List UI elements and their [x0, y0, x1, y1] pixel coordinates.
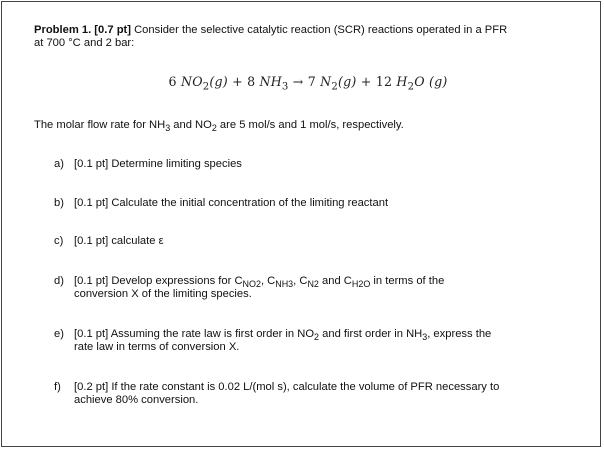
question-letter: c)	[54, 235, 64, 247]
phase-4: (g)	[428, 74, 448, 89]
species-h2o-o: O	[414, 74, 425, 89]
question-points: [0.1 pt]	[74, 197, 109, 209]
phase-1: (g)	[209, 74, 228, 89]
flow-sub-1: 3	[165, 123, 171, 134]
species-nh3: NH	[259, 74, 282, 89]
question-f	[34, 381, 582, 407]
question-text: , C	[293, 275, 308, 287]
question-text: calculate ε	[111, 235, 164, 247]
question-text-line2: rate law in terms of conversion X.	[74, 341, 240, 353]
coef-4: 12	[375, 74, 393, 89]
question-points: [0.1 pt]	[74, 275, 109, 287]
subscript-nh3: NH3	[275, 279, 294, 290]
flow-sub-2: 2	[211, 123, 217, 134]
question-e	[34, 328, 582, 354]
species-no2-sub: 2	[202, 81, 210, 93]
question-text-line2: conversion X of the limiting species.	[74, 288, 252, 300]
problem-conditions: at 700 °C and 2 bar:	[34, 37, 135, 49]
problem-intro: Consider the selective catalytic reaction (SCR) reactions operated in a PFR	[134, 24, 508, 36]
species-n2-sub: 2	[331, 81, 339, 93]
question-list	[34, 158, 582, 407]
question-d	[34, 275, 582, 301]
question-text: , C	[260, 275, 276, 287]
question-points: [0.1 pt]	[74, 235, 109, 247]
species-no2: NO	[180, 74, 203, 89]
question-c	[34, 235, 582, 248]
question-letter: a)	[54, 158, 64, 170]
question-letter: d)	[54, 275, 64, 287]
question-letter: f)	[54, 381, 61, 393]
subscript-3: 3	[422, 332, 428, 343]
question-points: [0.1 pt]	[74, 158, 109, 170]
flow-mid: and NO	[170, 119, 212, 131]
question-text: , express the	[427, 328, 492, 340]
flow-rate-statement	[34, 119, 582, 132]
question-text: Assuming the rate law is first order in NO	[110, 328, 315, 340]
flow-pre: The molar flow rate for NH	[34, 119, 166, 131]
question-text-line2: achieve 80% conversion.	[74, 394, 199, 406]
question-b	[34, 197, 582, 210]
species-nh3-sub: 3	[281, 81, 289, 93]
coef-1: 6	[168, 74, 177, 89]
question-letter: b)	[54, 197, 64, 209]
question-text: in terms of the	[370, 275, 445, 287]
question-text: and first order in NH	[319, 328, 423, 340]
question-letter: e)	[54, 328, 64, 340]
question-points: [0.1 pt]	[74, 328, 109, 340]
subscript-n2: N2	[307, 279, 319, 290]
document-frame	[1, 1, 601, 447]
subscript-h2o: H2O	[351, 279, 371, 290]
coef-3: 7	[307, 74, 316, 89]
species-h2o-sub: 2	[407, 81, 415, 93]
question-text: Determine limiting species	[111, 158, 242, 170]
species-n2: N	[320, 74, 332, 89]
phase-3: (g)	[338, 74, 357, 89]
question-a	[34, 158, 582, 171]
species-h2o-h: H	[396, 74, 408, 89]
subscript-no2: NO2	[242, 279, 261, 290]
plus-1: +	[232, 74, 243, 89]
reaction-arrow: →	[292, 74, 304, 89]
question-text: Calculate the initial concentration of the limiting reactant	[111, 197, 389, 209]
problem-statement	[34, 24, 582, 50]
subscript-2: 2	[314, 332, 320, 343]
question-points: [0.2 pt]	[74, 381, 109, 393]
flow-post: are 5 mol/s and 1 mol/s, respectively.	[216, 119, 404, 131]
plus-2: +	[360, 74, 372, 89]
coef-2: 8	[247, 74, 256, 89]
question-text: Develop expressions for C	[111, 275, 243, 287]
question-text: and C	[318, 275, 352, 287]
question-text: If the rate constant is 0.02 L/(mol s), calculate the volume of PFR necessary to	[111, 381, 500, 393]
reaction-equation	[34, 74, 582, 93]
problem-content	[34, 24, 582, 407]
problem-label: Problem 1. [0.7 pt]	[34, 24, 131, 36]
